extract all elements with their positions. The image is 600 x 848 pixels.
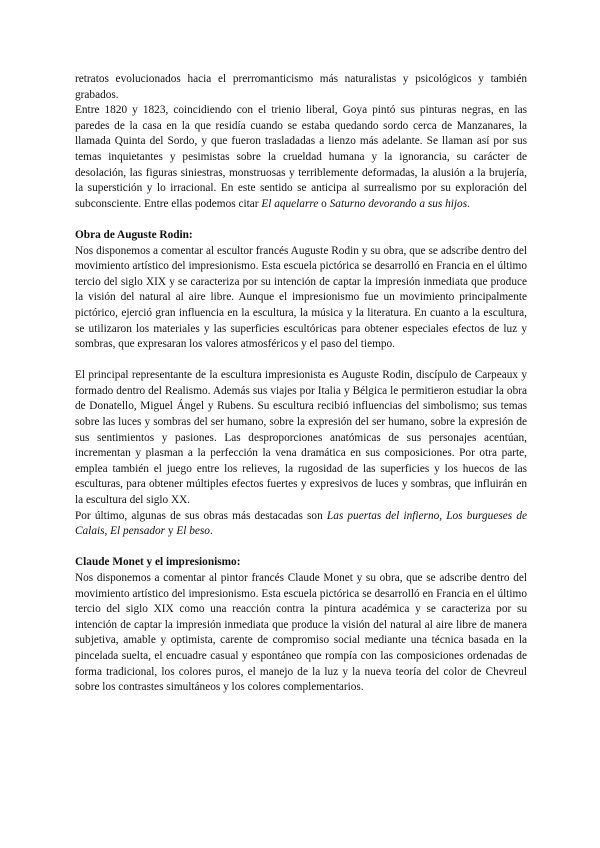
paragraph-rodin-intro (75, 244, 527, 353)
paragraph-text: El principal representante de la escultura impresionista es Auguste Rodin, discípulo de Carpeaux y formado dentro del Realismo. Además sus viajes por Italia y Bélgica le permitieron estudiar la obra de Donatello, Miguel Ángel y Rubens. Su escultura recibió influencias del simbolismo; sus temas sobre las luces y sombras del ser humano, sobre la expresión del ser humano, sobre la expresión de sus sentimientos y pasiones. Las desproporciones anatómicas de sus personajes acentúan, incrementan y plasman a la perfección la vena dramática en sus composiciones. Por otra parte, emplea también el juego entre los relieves, la rugosidad de las superficies y los huecos de las esculturas, para obtener múltiples efectos fuertes y expresivos de luces y sombras, que influirán en la escultura del siglo XX. (75, 369, 527, 507)
paragraph-text: Nos disponemos a comentar al pintor francés Claude Monet y su obra, que se adscribe dentro del movimiento artístico del impresionismo. Esta escuela pictórica se desarrolló en Francia en el último tercio del siglo XIX como una reacción contra la pintura académica y se caracteriza por su intención de captar la impresión inmediata que produce la visión del natural al aire libre de manera subjetiva, amable y optimista, carente de compromiso social mediante una técnica basada en la pincelada suelta, el encuadre casual y espontáneo que rompía con las composiciones ordenadas de forma tradicional, los colores puros, el manejo de la luz y la nueva teoría del color de Chevreul sobre los contrastes simultáneos y los colores complementarios. (75, 572, 527, 694)
paragraph-text: Nos disponemos a comentar al escultor francés Auguste Rodin y su obra, que se adscribe dentro del movimiento artístico del impresionismo. Esta escuela pictórica se desarrolló en Francia en el último tercio del siglo XIX y se caracteriza por su intención de captar la impresión inmediata que produce la visión del natural al aire libre. Aunque el impresionismo fue un movimiento principalmente pictórico, ejerció gran influencia en la escultura, la música y la literatura. En cuanto a la escultura, se utilizaron los materiales y las superficies escultóricas para obtener especiales efectos de luz y sombras, que expresaran los valores atmosféricos y el paso del tiempo. (75, 244, 527, 351)
paragraph-rodin-works (75, 509, 527, 540)
paragraph-rodin-sculpture (75, 368, 527, 508)
spacer (75, 540, 527, 556)
paragraph-text: retratos evolucionados hacia el prerromanticismo más naturalistas y psicológicos y también grabados. (75, 73, 527, 101)
heading-monet: Claude Monet y el impresionismo: (75, 556, 241, 569)
spacer (75, 353, 527, 369)
heading-rodin: Obra de Auguste Rodin: (75, 228, 193, 241)
paragraph-text: Por último, algunas de sus obras más destacadas son (75, 509, 327, 522)
paragraph-text: . (467, 197, 470, 210)
paragraph-goya-intro (75, 72, 527, 103)
document-page (75, 72, 527, 696)
paragraph-black-paintings (75, 103, 527, 212)
spacer (75, 212, 527, 228)
artwork-title: Las puertas del infierno, Los burgueses de Calais, El pensador (75, 509, 527, 538)
paragraph-text: . (209, 525, 213, 538)
artwork-title: El beso (176, 525, 210, 538)
paragraph-text: y (165, 525, 177, 538)
paragraph-monet-intro (75, 571, 527, 696)
paragraph-text: o (318, 197, 330, 210)
paragraph-text: Entre 1820 y 1823, coincidiendo con el trienio liberal, Goya pintó sus pinturas negras, en las paredes de la casa en la que residía cuando se estaba quedando sordo cerca de Manzanares, la llamada Quinta del Sordo, y que fueron trasladadas a lienzo más adelante. Se llaman así por sus temas inquietantes y pesimistas sobre la crueldad humana y la ignorancia, su carácter de desolación, las figuras siniestras, monstruosas y terriblemente deformadas, la alusión a la brujería, la superstición y lo irracional. En este sentido se anticipa al surrealismo por su exploración del subconsciente. Entre ellas podemos citar (75, 104, 527, 210)
artwork-title: El aquelarre (261, 197, 319, 210)
artwork-title: Saturno devorando a sus hijos (329, 197, 468, 210)
